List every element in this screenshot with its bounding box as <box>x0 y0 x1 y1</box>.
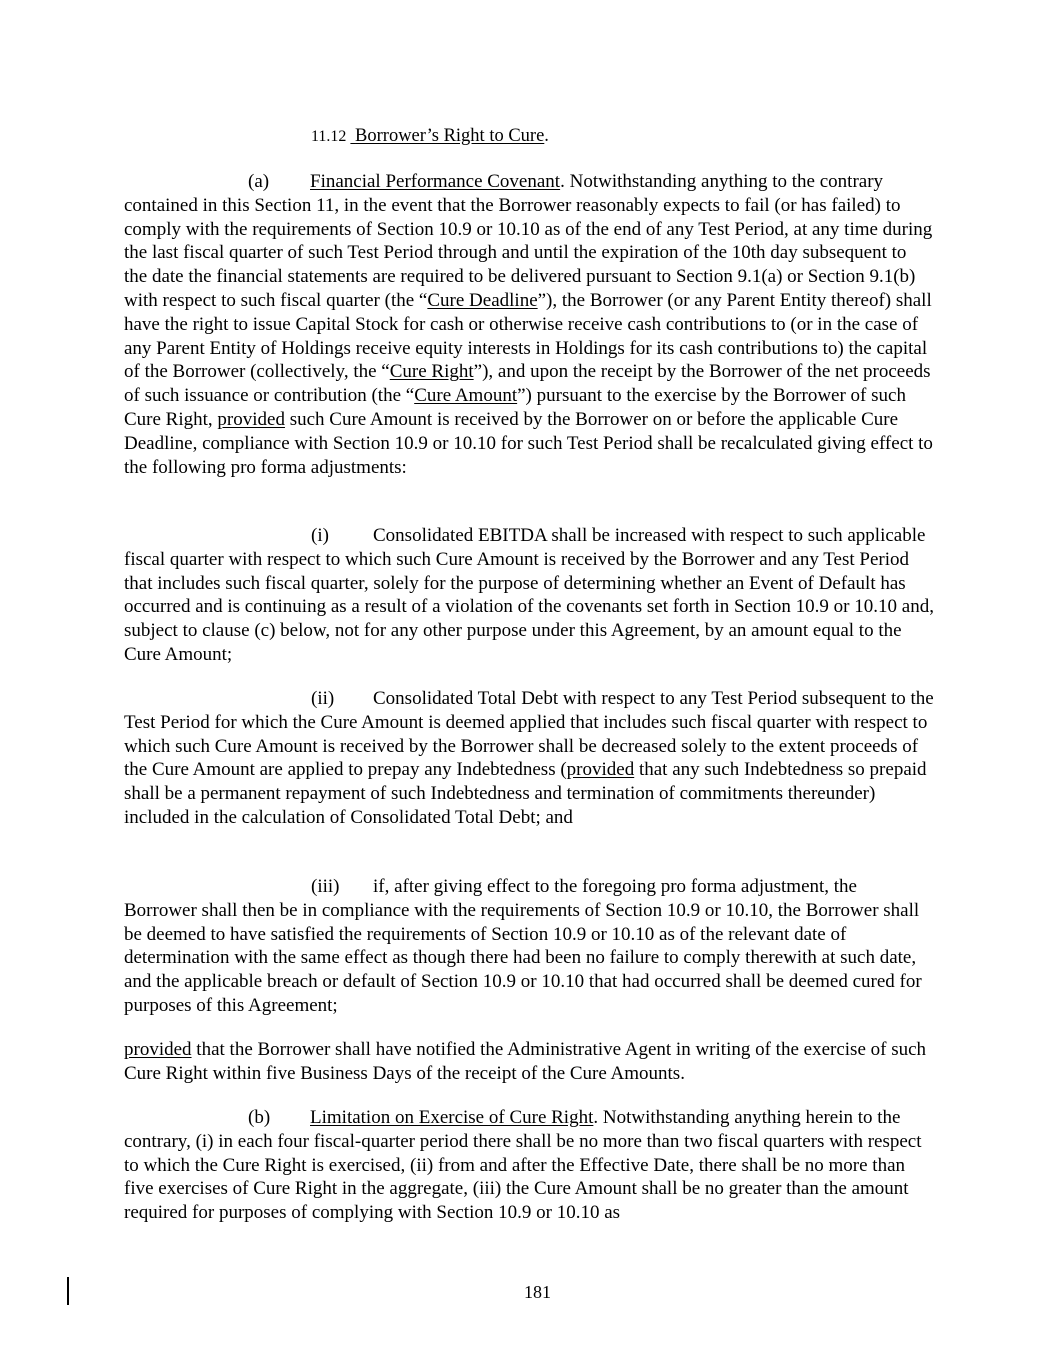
section-number: 11.12 <box>311 128 347 145</box>
provided-term: provided <box>566 759 635 781</box>
paragraph-b-label: (b) <box>248 1107 271 1128</box>
paragraph-b: (b) Limitation on Exercise of Cure Right. Notwithstanding anything herein to the contrary, (i) in each four fiscal-quarter period there shall be no more than two fiscal quarters with respect to which the Cure Right is exercised, (ii) from and after the Effective Date, there shall be no more than five exercises of Cure Right in the aggregate, (iii) the Cure Amount shall be no greater than the amount required for purposes of complying with Section 10.9 or 10.10 as <box>124 1107 922 1224</box>
defined-term-cure-amount: Cure Amount <box>414 385 518 407</box>
proviso-paragraph: provided that the Borrower shall have notified the Administrative Agent in writing of the exercise of such Cure Right within five Business Days of the receipt of the Cure Amounts. <box>124 1039 927 1084</box>
paragraph-a-title: Financial Performance Covenant <box>310 171 561 192</box>
provided-term: provided <box>217 408 285 430</box>
paragraph-a: (a) Financial Performance Covenant. Notwithstanding anything to the contrary contained in this Section 11, in the event that the Borrower reasonably expects to fail (or has failed) to comply with the requirements of Section 10.9 or 10.10 as of the end of any Test Period, at any time during the last fiscal quarter of such Test Period through and until the expiration of the 10th day subsequent to the date the financial statements are required to be delivered pursuant to Section 9.1(a) or Section 9.1(b) with respect to such fiscal quarter (the “Cure Deadline”), the Borrower (or any Parent Entity thereof) shall have the right to issue Capital Stock for cash or otherwise receive cash contributions to (or in the case of any Parent Entity of Holdings receive equity interests in Holdings for its cash contributions to) the capital of the Borrower (collectively, the “Cure Right”), and upon the receipt by the Borrower of the net proceeds of such issuance or contribution (the “Cure Amount”) pursuant to the exercise by the Borrower of such Cure Right, provided such Cure Amount is received by the Borrower on or before the applicable Cure Deadline, compliance with Section 10.9 or 10.10 for such Test Period shall be recalculated giving effect to the following pro forma adjustments: <box>124 171 933 478</box>
paragraph-iii: (iii) if, after giving effect to the foregoing pro forma adjustment, the Borrower shall then be in compliance with the requirements of Section 10.9 or 10.10, the Borrower shall be deemed to have satisfied the requirements of Section 10.9 or 10.10 as of the relevant date of determination with the same effect as though there had been no failure to comply therewith at such date, and the applicable breach or default of Section 10.9 or 10.10 that had occurred shall be deemed cured for purposes of this Agreement; <box>124 876 922 1016</box>
defined-term-cure-right: Cure Right <box>389 361 474 383</box>
paragraph-b-title: Limitation on Exercise of Cure Right <box>310 1107 594 1128</box>
paragraph-iii-label: (iii) <box>311 876 340 897</box>
section-title: Borrower’s Right to Cure <box>355 126 545 146</box>
page-number: 181 <box>524 1282 551 1302</box>
section-heading: 11.12 Borrower’s Right to Cure. <box>311 126 549 146</box>
provided-term: provided <box>124 1039 192 1060</box>
paragraph-ii-label: (ii) <box>311 688 335 709</box>
defined-term-cure-deadline: Cure Deadline <box>427 289 538 311</box>
paragraph-i-label: (i) <box>311 525 329 546</box>
paragraph-a-label: (a) <box>248 171 270 192</box>
paragraph-i: (i) Consolidated EBITDA shall be increased with respect to such applicable fiscal quarter with respect to which such Cure Amount is received by the Borrower and any Test Period that includes such fiscal quarter, solely for the purpose of determining whether an Event of Default has occurred and is continuing as a result of a violation of the covenants set forth in Section 10.9 or 10.10 and, subject to clause (c) below, not for any other purpose under this Agreement, by an amount equal to the Cure Amount; <box>124 525 934 665</box>
paragraph-ii: (ii) Consolidated Total Debt with respect to any Test Period subsequent to the Test Period for which the Cure Amount is deemed applied that includes such fiscal quarter with respect to which such Cure Amount is received by the Borrower shall be decreased solely to the extent proceeds of the Cure Amount are applied to prepay any Indebtedness (provided that any such Indebtedness so prepaid shall be a permanent repayment of such Indebtedness and termination of commitments thereunder) included in the calculation of Consolidated Total Debt; and <box>124 688 934 828</box>
